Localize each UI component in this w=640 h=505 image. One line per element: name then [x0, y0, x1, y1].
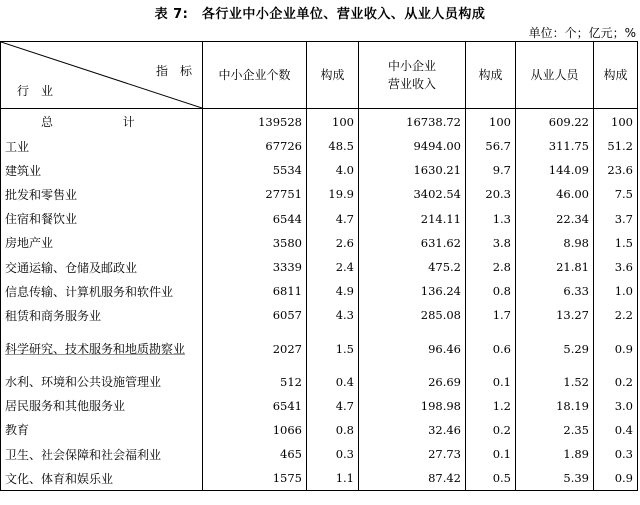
cell-share1: 4.3	[307, 303, 359, 327]
cell-share1: 4.0	[307, 158, 359, 182]
header-share3: 构成	[594, 42, 638, 109]
table-row	[1, 207, 638, 231]
header-count: 中小企业个数	[203, 42, 307, 109]
cell-count: 465	[203, 442, 307, 466]
total-revenue: 16738.72	[359, 109, 466, 135]
table-row	[1, 255, 638, 279]
cell-share2: 1.7	[466, 303, 516, 327]
cell-share3: 0.3	[594, 442, 638, 466]
cell-revenue: 27.73	[359, 442, 466, 466]
cell-share1: 4.7	[307, 394, 359, 418]
cell-share3: 2.2	[594, 303, 638, 327]
cell-share2: 56.7	[466, 134, 516, 158]
cell-share1: 2.6	[307, 231, 359, 255]
industry-name: 卫生、社会保障和社会福利业	[1, 442, 203, 466]
cell-employees: 144.09	[516, 158, 594, 182]
cell-revenue: 214.11	[359, 207, 466, 231]
cell-employees: 21.81	[516, 255, 594, 279]
cell-count: 6544	[203, 207, 307, 231]
unit-note: 单位：个；亿元；%	[528, 26, 636, 40]
cell-revenue: 9494.00	[359, 134, 466, 158]
table-title: 表 7: 各行业中小企业单位、营业收入、从业人员构成	[154, 7, 486, 22]
cell-share2: 3.8	[466, 231, 516, 255]
industry-name: 工业	[1, 134, 203, 158]
cell-share2: 0.1	[466, 370, 516, 394]
cell-share2: 0.1	[466, 442, 516, 466]
total-label-right: 计	[122, 115, 135, 129]
cell-revenue: 26.69	[359, 370, 466, 394]
total-label	[1, 109, 203, 135]
cell-share3: 0.9	[594, 328, 638, 370]
cell-share3: 23.6	[594, 158, 638, 182]
header-employees: 从业人员	[516, 42, 594, 109]
cell-employees: 5.39	[516, 466, 594, 491]
corner-industry-label: 行 业	[17, 84, 54, 98]
industry-name: 居民服务和其他服务业	[1, 394, 203, 418]
total-share1: 100	[307, 109, 359, 135]
cell-count: 6057	[203, 303, 307, 327]
cell-employees: 18.19	[516, 394, 594, 418]
industry-name: 建筑业	[1, 158, 203, 182]
cell-share2: 20.3	[466, 182, 516, 206]
table-row	[1, 182, 638, 206]
total-share3: 100	[594, 109, 638, 135]
industry-name: 水利、环境和公共设施管理业	[1, 370, 203, 394]
table-row	[1, 328, 638, 370]
cell-revenue: 32.46	[359, 418, 466, 442]
cell-share1: 48.5	[307, 134, 359, 158]
industry-name: 科学研究、技术服务和地质勘察业	[1, 328, 203, 370]
cell-share2: 0.8	[466, 279, 516, 303]
cell-share2: 1.2	[466, 394, 516, 418]
cell-revenue: 285.08	[359, 303, 466, 327]
cell-employees: 5.29	[516, 328, 594, 370]
cell-share1: 0.3	[307, 442, 359, 466]
cell-revenue: 136.24	[359, 279, 466, 303]
header-share2: 构成	[466, 42, 516, 109]
cell-share3: 3.0	[594, 394, 638, 418]
industry-name: 信息传输、计算机服务和软件业	[1, 279, 203, 303]
table-row	[1, 134, 638, 158]
table-row	[1, 303, 638, 327]
cell-share2: 0.5	[466, 466, 516, 491]
cell-share1: 0.4	[307, 370, 359, 394]
cell-count: 6541	[203, 394, 307, 418]
cell-revenue: 198.98	[359, 394, 466, 418]
cell-share3: 0.2	[594, 370, 638, 394]
industry-name: 住宿和餐饮业	[1, 207, 203, 231]
cell-count: 1575	[203, 466, 307, 491]
header-revenue: 中小企业 营业收入	[359, 42, 466, 109]
cell-share1: 19.9	[307, 182, 359, 206]
cell-count: 3580	[203, 231, 307, 255]
table-row	[1, 418, 638, 442]
cell-share1: 4.9	[307, 279, 359, 303]
cell-share2: 9.7	[466, 158, 516, 182]
cell-share2: 0.6	[466, 328, 516, 370]
cell-count: 2027	[203, 328, 307, 370]
total-row	[1, 109, 638, 135]
industry-name: 租赁和商务服务业	[1, 303, 203, 327]
cell-employees: 1.52	[516, 370, 594, 394]
total-count: 139528	[203, 109, 307, 135]
corner-indicator-label: 指 标	[155, 64, 192, 78]
industry-name: 交通运输、仓储及邮政业	[1, 255, 203, 279]
cell-revenue: 475.2	[359, 255, 466, 279]
cell-share1: 1.1	[307, 466, 359, 491]
table-row	[1, 442, 638, 466]
corner-header	[1, 42, 203, 109]
cell-share1: 4.7	[307, 207, 359, 231]
cell-share3: 0.9	[594, 466, 638, 491]
industry-table	[0, 41, 638, 491]
total-employees: 609.22	[516, 109, 594, 135]
industry-name: 教育	[1, 418, 203, 442]
cell-share2: 2.8	[466, 255, 516, 279]
cell-employees: 46.00	[516, 182, 594, 206]
cell-share2: 0.2	[466, 418, 516, 442]
table-row	[1, 394, 638, 418]
table-row	[1, 466, 638, 491]
cell-employees: 2.35	[516, 418, 594, 442]
industry-name: 批发和零售业	[1, 182, 203, 206]
cell-count: 67726	[203, 134, 307, 158]
industry-name: 文化、体育和娱乐业	[1, 466, 203, 491]
cell-employees: 6.33	[516, 279, 594, 303]
cell-revenue: 1630.21	[359, 158, 466, 182]
cell-share1: 1.5	[307, 328, 359, 370]
header-share1: 构成	[307, 42, 359, 109]
cell-share3: 1.5	[594, 231, 638, 255]
cell-share3: 3.6	[594, 255, 638, 279]
cell-revenue: 631.62	[359, 231, 466, 255]
cell-employees: 8.98	[516, 231, 594, 255]
cell-share2: 1.3	[466, 207, 516, 231]
cell-share3: 3.7	[594, 207, 638, 231]
table-row	[1, 158, 638, 182]
cell-revenue: 3402.54	[359, 182, 466, 206]
cell-count: 27751	[203, 182, 307, 206]
cell-employees: 1.89	[516, 442, 594, 466]
cell-employees: 311.75	[516, 134, 594, 158]
cell-share3: 51.2	[594, 134, 638, 158]
cell-count: 6811	[203, 279, 307, 303]
cell-share3: 1.0	[594, 279, 638, 303]
cell-count: 3339	[203, 255, 307, 279]
cell-count: 5534	[203, 158, 307, 182]
industry-name: 房地产业	[1, 231, 203, 255]
cell-employees: 13.27	[516, 303, 594, 327]
total-label-left: 总	[41, 115, 54, 129]
total-share2: 100	[466, 109, 516, 135]
cell-employees: 22.34	[516, 207, 594, 231]
cell-revenue: 87.42	[359, 466, 466, 491]
cell-revenue: 96.46	[359, 328, 466, 370]
cell-share3: 0.4	[594, 418, 638, 442]
cell-share1: 2.4	[307, 255, 359, 279]
cell-count: 1066	[203, 418, 307, 442]
table-row	[1, 231, 638, 255]
table-row	[1, 279, 638, 303]
table-row	[1, 370, 638, 394]
cell-count: 512	[203, 370, 307, 394]
header-row	[1, 42, 638, 109]
cell-share1: 0.8	[307, 418, 359, 442]
cell-share3: 7.5	[594, 182, 638, 206]
